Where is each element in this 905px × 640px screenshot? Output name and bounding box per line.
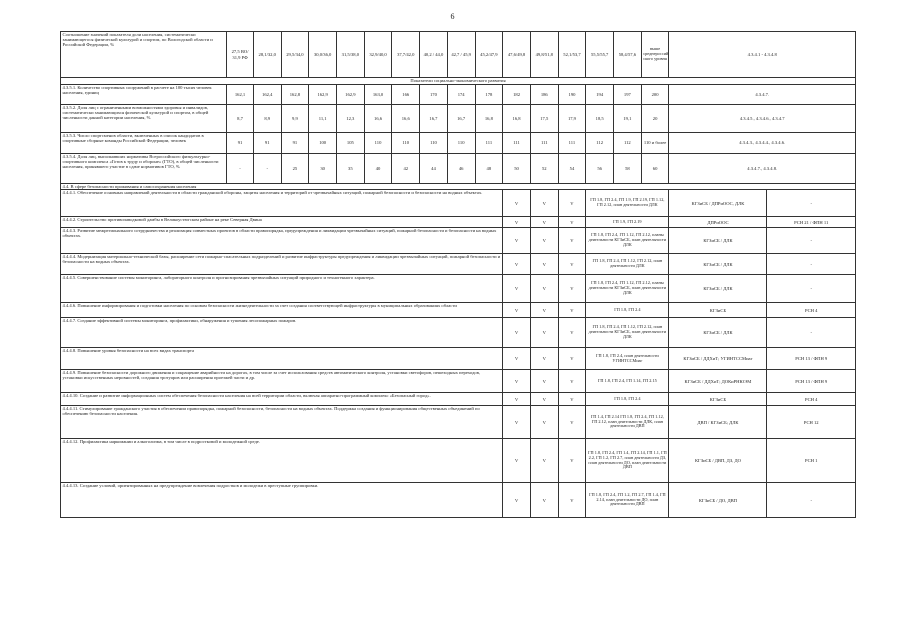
responsible-body: КГЗиСБ / ДО, ДВП (669, 483, 767, 518)
stage-2-mark: V (530, 406, 558, 439)
value-cell: 44 (420, 154, 448, 184)
value-cell: 42,7 / 45,9 (447, 32, 475, 78)
stage-3-mark: V (558, 190, 586, 217)
value-cell: 49,8/51,8 (530, 32, 558, 78)
table-row (61, 32, 856, 78)
stage-2-mark: V (530, 483, 558, 518)
stage-3-mark: V (558, 217, 586, 228)
value-cell: 110 (364, 133, 392, 154)
stage-3-mark: V (558, 228, 586, 254)
program-reference: ГП 1.8, ГП 2.4, ГП 1.12, ГП 2.12, план деятельности ДЛК (586, 254, 669, 275)
task-row (61, 228, 856, 254)
value-cell: 27,5 ВО/ 31,9 РФ (227, 32, 254, 78)
section-title: 4.4. В сфере безопасности проживания и самосохранения населения (61, 184, 856, 190)
value-cell: 12,3 (336, 105, 364, 133)
value-cell: 197 (614, 85, 642, 105)
value-cell: 16,8 (475, 105, 503, 133)
task-row (61, 190, 856, 217)
stage-1-mark: V (503, 318, 531, 348)
indicator-description: 4.3.5.1. Количество спортивных сооружений в расчете на 100 тысяч человек населения, единиц (61, 85, 227, 105)
stage-3-mark: V (558, 393, 586, 406)
responsible-body: КГЗиСБ / ДДХиТ; УГИНТССМиаг (669, 348, 767, 370)
value-cell: 91 (281, 133, 309, 154)
value-cell: 110 (420, 133, 448, 154)
program-reference: ГП 1.8, ГП 2.4, ГП 1.14, ГП 2.15 (586, 370, 669, 393)
resource-reference: РСН 12 (767, 406, 856, 439)
value-cell: 17,5 (530, 105, 558, 133)
value-cell: 58,4/57,6 (614, 32, 642, 78)
task-description: 4.4.4.8. Повышение уровня безопасности на всех видах транспорта (61, 348, 503, 370)
stage-2-mark: V (530, 370, 558, 393)
stage-2-mark: V (530, 393, 558, 406)
value-cell: 100 (309, 133, 337, 154)
value-cell: 91 (253, 133, 281, 154)
stage-2-mark: V (530, 275, 558, 303)
program-reference: ГП 1.8, ГП 2.4, ГП 1.12, ГП 2.12, план деятельности КГЗиСБ, план деятельности ДЛК (586, 318, 669, 348)
value-cell: 194 (586, 85, 614, 105)
value-cell: 46 (447, 154, 475, 184)
value-cell: 186 (530, 85, 558, 105)
resource-reference: РСН 1 (767, 439, 856, 483)
task-description: 4.4.4.9. Повышение безопасности дорожного движения и сокращение аварийности на дорогах, в том числе за счет использования средств автоматического контроля, установки светофоров, пешеходных переходов, установки искусственных неровностей, создания тротуаров или расширения проезжей части и др. (61, 370, 503, 393)
task-row (61, 393, 856, 406)
program-reference: ГП 1.8, ГП 2.4 (586, 393, 669, 406)
value-cell: 112 (614, 133, 642, 154)
resource-reference: - (767, 228, 856, 254)
value-cell: 170 (420, 85, 448, 105)
resource-reference: РСН 21 / ФПН 11 (767, 217, 856, 228)
responsible-body: КГЗиСБ / ДЛК (669, 318, 767, 348)
value-cell: 30 (309, 154, 337, 184)
task-description: 4.4.4.2. Строительство противопаводковой дамбы в Великоустюгском районе на реке Северная Двина (61, 217, 503, 228)
value-cell: 54 (558, 154, 586, 184)
value-cell: 50 (503, 154, 531, 184)
value-cell: 111 (530, 133, 558, 154)
responsible-body: КГЗиСБ / ДЛК (669, 228, 767, 254)
task-description: 4.4.4.11. Стимулирование гражданского участия в обеспечении правопорядка, пожарной безопасности, безопасности на водных объектах. Поддержка создания и функционирования общественных объединений по обеспечению безопасности населения. (61, 406, 503, 439)
value-cell: 11,1 (309, 105, 337, 133)
stage-3-mark: V (558, 303, 586, 318)
stage-3-mark: V (558, 348, 586, 370)
stage-1-mark: V (503, 217, 531, 228)
task-reference: 4.3.4.5., 4.3.4.6., 4.3.4.7 (669, 105, 856, 133)
value-cell: 40,2 / 44,0 (420, 32, 448, 78)
value-cell: 58 (614, 154, 642, 184)
stage-1-mark: V (503, 190, 531, 217)
stage-3-mark: V (558, 370, 586, 393)
stage-2-mark: V (530, 439, 558, 483)
stage-1-mark: V (503, 370, 531, 393)
value-cell: 48 (475, 154, 503, 184)
value-cell: 16,7 (447, 105, 475, 133)
indicator-description: Соотношение значений показателя доли населения, систематически занимающегося физической культурой и спортом, по Вологодской области и Российской Федерации, % (61, 32, 227, 78)
value-cell: 8,7 (227, 105, 254, 133)
task-row (61, 348, 856, 370)
value-cell: 105 (336, 133, 364, 154)
value-cell: 110 (392, 133, 420, 154)
task-row (61, 318, 856, 348)
responsible-body: КГЗиСБ / ДПРиООС, ДЛК (669, 190, 767, 217)
resource-reference: - (767, 254, 856, 275)
value-cell: 190 (558, 85, 586, 105)
stage-3-mark: V (558, 439, 586, 483)
section-row (61, 78, 856, 85)
value-cell: 178 (475, 85, 503, 105)
resource-reference: РСН 4 (767, 303, 856, 318)
stage-3-mark: V (558, 275, 586, 303)
resource-reference: РСН 13 / ФПН 9 (767, 348, 856, 370)
task-description: 4.4.4.1. Обеспечение основных направлений деятельности в области гражданской обороны, защиты населения и территорий от чрезвычайных ситуаций, пожарной безопасности и безопасности на водных объектах. (61, 190, 503, 217)
resource-reference: - (767, 318, 856, 348)
stage-3-mark: V (558, 483, 586, 518)
program-reference: ГП 1.8, ГП 2.4, ГП 1.12, ГП 2.12, планы деятельности КГЗиСБ, план деятельности ДЛК (586, 275, 669, 303)
task-reference: 4.3.4.7. (669, 85, 856, 105)
task-row (61, 217, 856, 228)
task-description: 4.4.4.10. Создание и развитие информационных систем обеспечения безопасности населения на всей территории области, включая аппаратно-программный комплекс «Безопасный город». (61, 393, 503, 406)
value-cell: 29,5/34,0 (281, 32, 309, 78)
task-row (61, 370, 856, 393)
task-reference: 4.3.4.3., 4.3.4.4., 4.3.4.6. (669, 133, 856, 154)
task-row (61, 303, 856, 318)
stage-1-mark: V (503, 439, 531, 483)
value-cell: 111 (503, 133, 531, 154)
stage-1-mark: V (503, 303, 531, 318)
value-cell: 162,4 (253, 85, 281, 105)
task-reference: 4.3.4.1 - 4.3.4.8 (669, 32, 856, 78)
page-number: 6 (450, 12, 455, 21)
resource-reference: РСН 13 / ФПН 9 (767, 370, 856, 393)
stage-2-mark: V (530, 254, 558, 275)
value-cell: 16,6 (364, 105, 392, 133)
section-title: Показатели социально-экономического развития (61, 78, 856, 85)
stage-1-mark: V (503, 348, 531, 370)
value-cell: 25 (281, 154, 309, 184)
value-cell: 35 (336, 154, 364, 184)
value-cell: 91 (227, 133, 254, 154)
value-cell: 166 (392, 85, 420, 105)
value-cell: 28,1/32,0 (253, 32, 281, 78)
value-cell: 18,5 (586, 105, 614, 133)
stage-3-mark: V (558, 254, 586, 275)
value-cell: 9,9 (281, 105, 309, 133)
stage-2-mark: V (530, 190, 558, 217)
responsible-body: КГЗиСБ / ДВП, ДЗ, ДО (669, 439, 767, 483)
value-cell: 52 (530, 154, 558, 184)
responsible-body: ДВП / КГЗиСБ; ДЛК (669, 406, 767, 439)
stage-2-mark: V (530, 228, 558, 254)
value-cell: 112 (586, 133, 614, 154)
stage-1-mark: V (503, 254, 531, 275)
task-row (61, 439, 856, 483)
task-row (61, 406, 856, 439)
task-description: 4.4.4.3. Развитие межрегионального сотрудничества и реализация совместных проектов в области правопорядка, предупреждения и ликвидации чрезвычайных ситуаций, пожарной безопасности и безопасности на водных объектах. (61, 228, 503, 254)
target-note: выше среднероссий ского уровня (641, 32, 669, 78)
resource-reference: - (767, 483, 856, 518)
program-reference: ГП 1.9, ГП 2.19 (586, 217, 669, 228)
value-cell: 47,6/49,8 (503, 32, 531, 78)
value-cell: 111 (558, 133, 586, 154)
value-cell: 162,9 (336, 85, 364, 105)
value-cell: 111 (475, 133, 503, 154)
value-cell: 52,1/53,7 (558, 32, 586, 78)
table-row (61, 105, 856, 133)
responsible-body: КГЗиСБ / ДЛК (669, 254, 767, 275)
responsible-body: КГЗиСБ / ДДХиТ; ДОКиРНЮЭМ (669, 370, 767, 393)
task-row (61, 275, 856, 303)
value-cell: 19,1 (614, 105, 642, 133)
stage-1-mark: V (503, 483, 531, 518)
value-cell: 162,8 (281, 85, 309, 105)
resource-reference: - (767, 190, 856, 217)
value-cell: 31,5/38,0 (336, 32, 364, 78)
stage-2-mark: V (530, 318, 558, 348)
table-row (61, 133, 856, 154)
stage-2-mark: V (530, 348, 558, 370)
task-row (61, 483, 856, 518)
task-description: 4.4.4.4. Модернизация материально-технической базы, расширение сети пожарно-спасательных подразделений и развитие инфраструктуры предупреждения и ликвидации чрезвычайных ситуаций, пожарной безопасности и безопасности на водных объектах. (61, 254, 503, 275)
task-description: 4.4.4.13. Создание условий, ориентированных на предупреждение вовлечения подростков и молодежи в преступные группировки. (61, 483, 503, 518)
value-cell: 56 (586, 154, 614, 184)
task-description: 4.4.4.5. Совершенствование системы мониторинга, лабораторного контроля и прогнозирования чрезвычайных ситуаций природного и техногенного характера. (61, 275, 503, 303)
resource-reference: - (767, 275, 856, 303)
responsible-body: ДПРиООС (669, 217, 767, 228)
value-cell: - (227, 154, 254, 184)
responsible-body: КГЗиСБ (669, 303, 767, 318)
stage-1-mark: V (503, 228, 531, 254)
stage-2-mark: V (530, 217, 558, 228)
program-reference: ГП 1.4, ГП 2.14 ГП 1.8, ГП 2.4, ГП 1.12, ГП 2.12, план деятельности ДЛК, план деятельности ДВП (586, 406, 669, 439)
stage-3-mark: V (558, 406, 586, 439)
value-cell: 200 (641, 85, 669, 105)
value-cell: 162,9 (309, 85, 337, 105)
stage-1-mark: V (503, 275, 531, 303)
value-cell: 32,9/40,0 (364, 32, 392, 78)
strategy-table (60, 31, 856, 518)
value-cell: 17,9 (558, 105, 586, 133)
value-cell: 45,2/47,9 (475, 32, 503, 78)
program-reference: ГП 1.8, ГП 2.4, ГП 1.9, ГП 2.19, ГП 1.12, ГП 2.12, план деятельности ДЛК (586, 190, 669, 217)
program-reference: ГП 1.8, ГП 2.4 (586, 303, 669, 318)
table-row (61, 154, 856, 184)
task-description: 4.4.4.6. Повышение информирования и подготовки населения по основам безопасности жизнедеятельности за счет создания соответствующей инфраструктуры в муниципальных образованиях области (61, 303, 503, 318)
indicator-description: 4.3.5.4. Доля лиц, выполнивших нормативы Всероссийского физкультурно-спортивного комплекса «Готов к труду и обороне» (ГТО), в общей численности населения, принявшего участие в сдаче нормативов ГТО, % (61, 154, 227, 184)
responsible-body: КГЗиСБ (669, 393, 767, 406)
task-reference: 4.3.4.7., 4.3.4.8. (669, 154, 856, 184)
task-row (61, 254, 856, 275)
value-cell: 40 (364, 154, 392, 184)
value-cell: 16,7 (420, 105, 448, 133)
table-row (61, 85, 856, 105)
indicator-description: 4.3.5.3. Число спортсменов области, включенных в список кандидатов в спортивные сборные команды Российской Федерации, человек (61, 133, 227, 154)
value-cell: 30,0/36,0 (309, 32, 337, 78)
resource-reference: РСН 4 (767, 393, 856, 406)
program-reference: ГП 1.8, ГП 2.4, ГП 1.4, ГП 2.14, ГП 1.1, ГП 2.2, ГП 1.2, ГП 2.7, план деятельности ДЗ, план деятельности ДО, план деятельности ДВП (586, 439, 669, 483)
stage-1-mark: V (503, 406, 531, 439)
value-cell: 110 (447, 133, 475, 154)
program-reference: ГП 1.8, ГП 2.4, ГП 1.2, ГП 2.7, ГП 1.4, ГП 2.14, план деятельности ДО, план деятельности ДВП (586, 483, 669, 518)
task-description: 4.4.4.7. Создание эффективной системы мониторинга, профилактики, обнаружения и тушения лесопожарных пожаров. (61, 318, 503, 348)
stage-2-mark: V (530, 303, 558, 318)
value-cell: 174 (447, 85, 475, 105)
stage-1-mark: V (503, 393, 531, 406)
value-cell: - (253, 154, 281, 184)
value-cell: 37,7/42,0 (392, 32, 420, 78)
task-description: 4.4.4.12. Профилактика наркомании и алкоголизма, в том числе в подростковой и молодежной среде. (61, 439, 503, 483)
indicator-description: 4.3.5.2. Доля лиц с ограниченными возможностями здоровья и инвалидов, систематически занимающихся физической культурой и спортом, в общей численности данной категории населения, % (61, 105, 227, 133)
value-cell: 8,9 (253, 105, 281, 133)
stage-3-mark: V (558, 318, 586, 348)
value-cell: 16,8 (503, 105, 531, 133)
value-cell: 16,6 (392, 105, 420, 133)
value-cell: 42 (392, 154, 420, 184)
value-cell: 60 (641, 154, 669, 184)
value-cell: 20 (641, 105, 669, 133)
value-cell: 110 и более (641, 133, 669, 154)
program-reference: ГП 1.8, ГП 2.4, план деятельности УГИНТССМиаг (586, 348, 669, 370)
responsible-body: КГЗиСБ / ДЛК (669, 275, 767, 303)
value-cell: 55,5/55,7 (586, 32, 614, 78)
program-reference: ГП 1.8, ГП 2.4, ГП 1.12, ГП 2.12, планы деятельности КГЗиСБ, план деятельности ДЛК (586, 228, 669, 254)
value-cell: 162,1 (227, 85, 254, 105)
value-cell: 182 (503, 85, 531, 105)
value-cell: 163,0 (364, 85, 392, 105)
